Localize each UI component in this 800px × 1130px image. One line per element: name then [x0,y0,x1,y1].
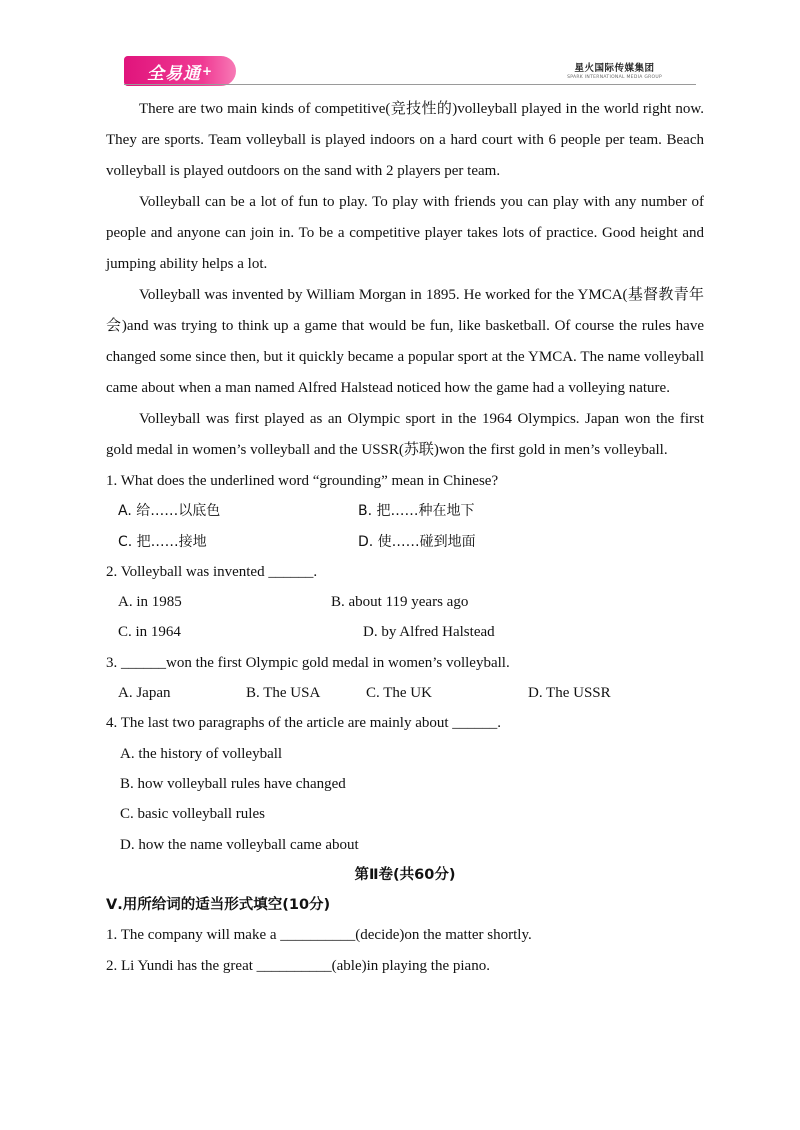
question-4-option-d: D. how the name volleyball came about [120,836,359,853]
publisher-brand [567,60,662,80]
question-4-option-b: B. how volleyball rules have changed [120,775,346,792]
question-4-option-a-row [106,739,704,769]
fill-in-item-2: 2. Li Yundi has the great __________(able)in playing the piano. [106,957,490,974]
publisher-name-en: SPARK INTERNATIONAL MEDIA GROUP [567,75,662,80]
question-2-option-d: D. by Alfred Halstead [363,624,495,641]
question-3-options-row [106,678,704,708]
question-4-option-d-row [106,830,704,860]
question-2-options-row-2 [106,617,704,647]
section-5-title: Ⅴ.用所给词的适当形式填空(10分) [106,897,331,914]
question-1-option-b: B. 把……种在地下 [358,503,475,520]
article-paragraph-2: Volleyball can be a lot of fun to play. To play with friends you can play with any number of people and anyone can join in. To be a competitive player takes lots of practice. Good height and jumping ability helps a lot. [106,194,704,272]
question-4-option-b-row [106,769,704,799]
question-4-option-a: A. the history of volleyball [120,745,283,762]
question-3-option-d: D. The USSR [528,685,611,702]
question-4-option-c: C. basic volleyball rules [120,806,265,823]
question-1-option-c: C. 把……接地 [118,533,207,550]
article-paragraph-1: There are two main kinds of competitive(竞技性的)volleyball played in the world right now. They are sports. Team volleyball is played indoors on a hard court with 6 people per team. Beach volleyball is played outdoors on the sand with 2 players per team. [106,101,704,179]
question-3-option-c: C. The UK [366,685,432,702]
page-header [0,0,800,90]
logo-plus: + [201,64,214,78]
fill-in-item-1: 1. The company will make a __________(decide)on the matter shortly. [106,927,532,944]
question-1-stem: 1. What does the underlined word “grounding” mean in Chinese? [106,473,499,489]
question-1-options-row-2 [106,527,704,557]
logo-text: 全易通 [146,63,201,84]
question-2-option-b: B. about 119 years ago [331,594,469,611]
question-3-stem: 3. ______won the first Olympic gold medal in women’s volleyball. [106,654,510,671]
publisher-name-zh: 星火国际传媒集团 [574,63,655,74]
question-1-option-a: A. 给……以底色 [118,503,221,520]
question-3-option-b: B. The USA [246,685,321,702]
part-2-title: 第Ⅱ卷(共60分) [354,866,456,883]
brand-logo [124,56,236,86]
article-paragraph-4: Volleyball was first played as an Olympic sport in the 1964 Olympics. Japan won the first gold medal in women’s volleyball and the USSR(苏联)won the first gold in men’s volleyball. [106,411,704,458]
question-1-option-d: D. 使……碰到地面 [358,533,476,550]
question-2-option-c: C. in 1964 [118,624,181,641]
page-content [106,94,704,981]
question-3-option-a: A. Japan [118,685,171,702]
article-paragraph-3: Volleyball was invented by William Morgan in 1895. He worked for the YMCA(基督教青年会)and was trying to think up a game that would be fun, like basketball. Of course the rules have changed some since then, but it quickly became a popular sport at the YMCA. The name volleyball came about when a man named Alfred Halstead noticed how the game had a volleying nature. [106,287,704,396]
question-4-option-c-row [106,799,704,829]
question-2-options-row-1 [106,587,704,617]
header-divider [124,84,696,85]
question-4-stem: 4. The last two paragraphs of the article are mainly about ______. [106,715,502,732]
question-1-options-row-1 [106,496,704,526]
question-2-option-a: A. in 1985 [118,594,182,611]
question-2-stem: 2. Volleyball was invented ______. [106,563,318,580]
